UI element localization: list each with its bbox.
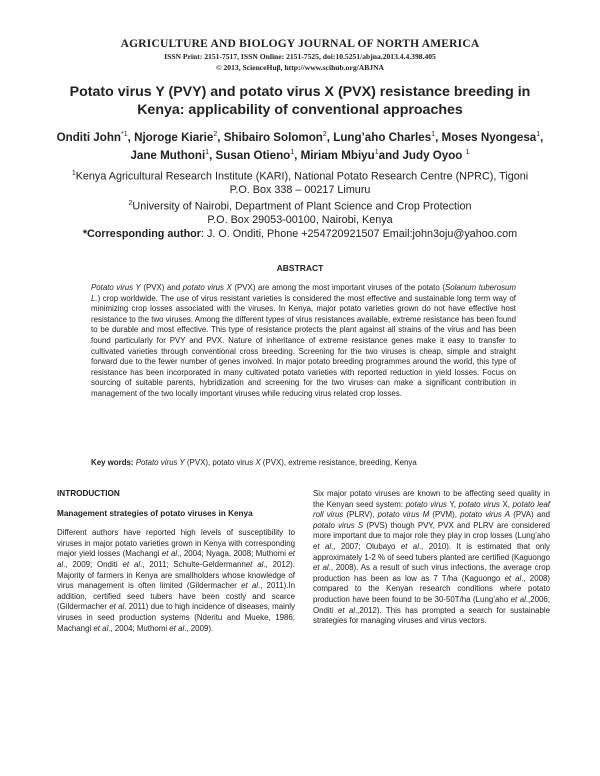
author-name: Shibairo Solomon: [223, 130, 323, 144]
affiliations: [40, 167, 560, 241]
author-name: Onditi John: [56, 130, 121, 144]
author-name: Njoroge Kiarie: [134, 130, 214, 144]
corresponding-author: *Corresponding author: J. O. Onditi, Phone +254720921507 Email:john3oju@yahoo.com: [82, 227, 518, 240]
introduction-heading: INTRODUCTION: [57, 489, 120, 498]
copyright-line: © 2013, ScienceHuβ, http://www.scihub.org/ABJNA: [215, 63, 385, 72]
affiliation-2: $^2$University of Nairobi, Department of Plant Science and Crop Protection: [128, 200, 472, 213]
affiliation-2-box: P.O. Box 29053-00100, Nairobi, Kenya: [207, 214, 393, 227]
subsection-heading: Management strategies of potato viruses in Kenya: [57, 508, 253, 518]
abstract-text: Potato virus Y (PVX) and potato virus X (PVX) are among the most important viruses of the potato (Solanum tuberosum L.) crop worldwide. The use of virus resistant varieties is considered the most effective and sustainable long term way of minimizing crop losses associated with the viruses. In Kenya, major potato varieties grown do not have effective host resistance to the two viruses. Among the different types of virus resistances available, extreme resistance has been found to be durable and most effective. This type of resistance protects the plant against all strains of the virus and has been found particularly for PVY and PVX. Nature of inheritance of extreme resistance genes make it easy to transfer to cultivated varieties through conventional cross breeding. Screening for the two viruses is cheap, simple and straight forward due to the fewer number of genes involved. In major potato breeding programmes around the world, this type of resistance has been incorporated in many cultivated potato varieties with reported reduction in yield losses. Focus on sourcing of suitable parents, hybridization and screening for the two viruses can make a significant contribution in management of the two locally important viruses while reducing virus related crop losses.: [91, 283, 516, 398]
author-name: Miriam Mbiyu: [300, 149, 375, 163]
paper-title: Potato virus Y (PVY) and potato virus X (PVX) resistance breeding in Kenya: applicability of conventional approaches: [69, 84, 531, 118]
right-column: [313, 489, 550, 627]
author-name: Lung’aho Charles: [333, 130, 432, 144]
affiliation-1: $^1$Kenya Agricultural Research Institute (KARI), National Potato Research Centre (NPRC), Tigoni: [71, 170, 529, 183]
right-paragraph: Six major potato viruses are known to be affecting seed quality in the Kenyan seed system: potato virus Y, potato virus X, potato leaf roll virus (PLRV), potato virus M (PVM), potato virus A (PVA) and potato virus S (PVS) though PVY, PVX and PLRV are considered more important due to major role they play in crop losses (Lung’aho et al., 2007; Olubayo et al., 2010). It is estimated that only approximately 1-2 % of seed tubers planted are certified (Kaguongo et al., 2008). As a result of such virus infections, the average crop production has been as low as 7 T/ha (Kaguongo et al., 2008) compared to the Kenyan research conditions where potato production have been found to be 30-50T/ha (Lung’aho et al.,2006; Onditi et al.,2012). This has prompted a search for sustainable strategies for managing viruses and virus vectors.: [313, 489, 551, 626]
affiliation-1-box: P.O. Box 338 – 00217 Limuru: [229, 184, 371, 196]
author-list: Onditi John$^{*1}$, Njoroge Kiarie$^2$, Shibairo Solomon$^2$, Lung’aho Charles$^1$, Moses Nyongesa$^1$, Jane Muthoni$^1$, Susan Otieno$^1$, Miriam Mbiyu$^1$and Judy Oyoo $^1$: [56, 130, 544, 163]
left-column: [57, 489, 295, 634]
journal-name: AGRICULTURE AND BIOLOGY JOURNAL OF NORTH AMERICA: [120, 38, 480, 50]
author-name: Jane Muthoni: [130, 149, 206, 163]
keywords: Key words: Potato virus Y (PVX), potato virus X (PVX), extreme resistance, breeding, Kenya: [91, 458, 417, 467]
issn-line: ISSN Print: 2151-7517, ISSN Online: 2151-7525, doi:10.5251/abjna.2013.4.4.398.405: [164, 52, 436, 61]
author-name: Judy Oyoo: [402, 149, 463, 163]
left-paragraph: Different authors have reported high levels of susceptibility to viruses in major potato varieties grown in Kenya with corresponding major yield losses (Machangi et al., 2004; Nyaga, 2008; Muthomi et al., 2009; Onditi et al., 2011; Schulte-Geldermannet al., 2012). Majority of farmers in Kenya are smallholders whose knowledge of virus management is often limited (Gildermacher et al., 2011).In addition, certified seed tubers have been costly and scarce (Gildermacher et al. 2011) due to high incidence of diseases, mainly viruses in seed production systems (Nderitu and Mueke, 1986; Machangi et al., 2004; Muthomi et al., 2009).: [57, 528, 296, 633]
author-name: Susan Otieno: [215, 149, 291, 163]
author-name: Moses Nyongesa: [441, 130, 537, 144]
abstract-heading: ABSTRACT: [276, 263, 324, 273]
